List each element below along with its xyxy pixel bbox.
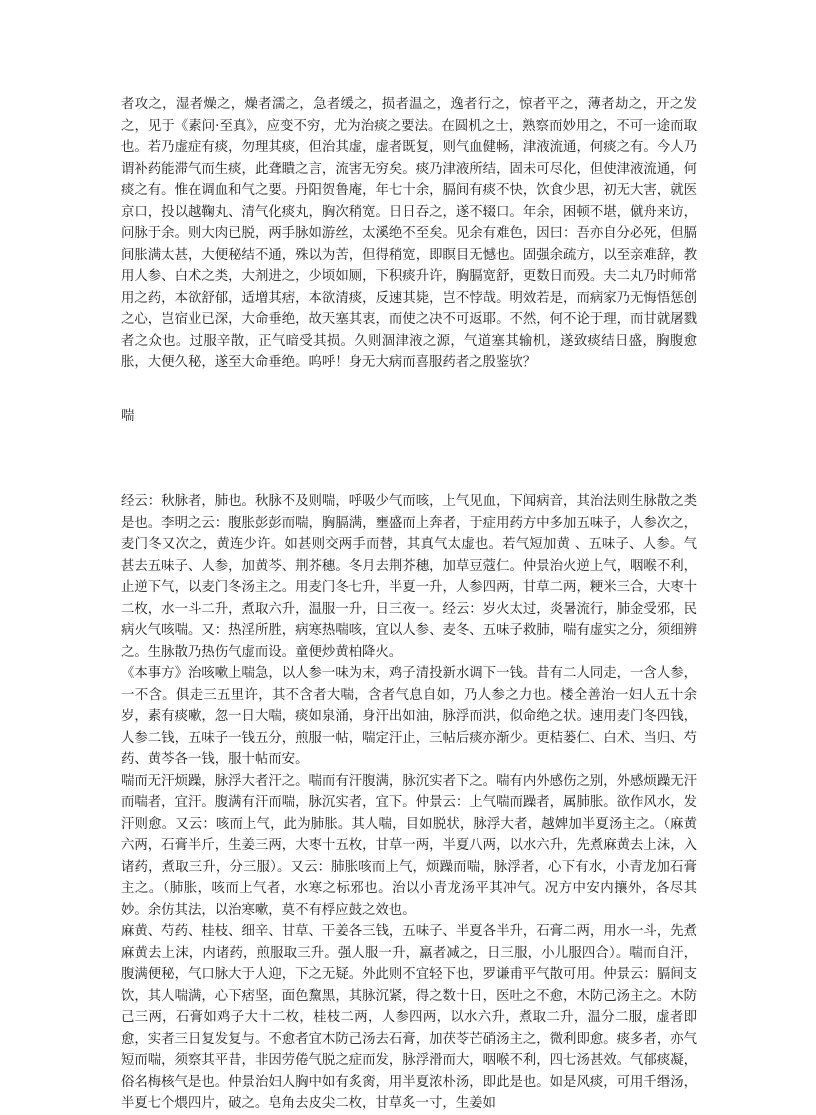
paragraph-phlegm-treatment: 者攻之，湿者燥之，燥者濡之，急者缓之，损者温之，逸者行之，惊者平之，薄者劫之，开之发之，见于《素问·至真》，应变不穷，尤为治痰之要法。在圆机之士，熟察而妙用之，不可一途而取也。若乃虚症有痰，勿理其痰，但治其虚，虚者既复，则气血健畅，津液流通，何痰之有。今人乃谓补药能滞气而生痰，此聋瞶之言，流害无穷矣。痰乃津液所结，固未可尽化，但使津液流通，何痰之有。惟在调血和气之要。丹阳贺鲁庵，年七十余，膈间有痰不快，饮食少思，初无大害，就医京口，投以越鞠丸、清气化痰丸，胸次稍宽。日日吞之，遂不辍口。年余，困顿不堪，僦舟来访，问脉于余。则大肉已脱，两手脉如游丝，太溪绝不至矣。见余有难色，因曰：吾亦自分必死，但膈间胀满太甚，大便秘结不通，殊以为苦，但得稍宽，即瞑目无憾也。固强余疏方，以至亲难辞，教用人参、白术之类，大剂进之，少顷如厕，下积痰升许，胸膈宽舒，更数日而殁。夫二丸乃时师常用之药，本欲舒郁，适增其痞，本欲清痰，反速其毙，岂不悖哉。明效若是，而病家乃无悔悟惩创之心，岂宿业已深，大命垂绝，故天塞其衷，而使之决不可返耶。不然，何不论于理，而甘就屠戮者之众也。过服辛散，正气暗受其损。久则涸津液之源，气道塞其输机，遂致痰结日盛，胸腹愈胀，大便久秘，遂至大命垂绝。呜呼！身无大病而喜服药者之殷鉴欤？ — [121, 97, 697, 370]
document-page — [121, 94, 697, 1115]
section-heading-wheezing: 喘 — [121, 408, 135, 424]
paragraph-mahuang-recipe: 麻黄、芍药、桂枝、细辛、甘草、干姜各三钱，五味子、半夏各半升，石膏二两，用水一斗，先煮麻黄去上沫，内诸药，煎服取三升。强人服一升，羸者减之，日三服，小儿服四合）。喘而自汗，腹满便秘，气口脉大于人迎，下之无疑。外此则不宜轻下也，罗谦甫平气散可用。仲景云：膈间支饮，其人喘满，心下痞坚，面色黧黑，其脉沉紧，得之数十日，医吐之不愈，木防己汤主之。木防己三两，石膏如鸡子大十二枚，桂枝二两，人参四两，以水六升，煮取二升，温分二服，虚者即愈，实者三日复发复与。不愈者宜木防己汤去石膏，加茯苓芒硝汤主之，微利即愈。痰多者，亦气短而喘，须察其平昔，非因劳倦气脱之症而发，脉浮滑而大，咽喉不利，四七汤甚效。气郁痰凝，俗名梅核气是也。仲景治妇人胸中如有炙脔，用半夏浓朴汤，即此是也。如是风痰，可用千缗汤，半夏七个煨四片，破之。皂角去皮尖二枚，甘草炙一寸，生姜如 — [121, 924, 697, 1111]
paragraph-benshifang: 《本事方》治咳嗽上喘急，以人参一味为末，鸡子清投新水调下一钱。昔有二人同走，一含人参，一不含。俱走三五里许，其不含者大喘，含者气息自如，乃人参之力也。楼全善治一妇人五十余岁，素有痰嗽，忽一日大喘，痰如泉涌，身汗出如油，脉浮而洪，似命绝之状。速用麦门冬四钱，人参二钱，五味子一钱五分，煎服一帖，喘定汗止，三帖后痰亦渐少。更桔蒌仁、白术、当归、芍药、黄芩各一钱，服十帖而安。 — [121, 666, 697, 767]
section-gap — [121, 427, 697, 491]
paragraph-jingyun: 经云：秋脉者，肺也。秋脉不及则喘，呼吸少气而咳，上气见血，下闻病音，其治法则生脉散之类是也。李明之云：腹胀彭彭而喘，胸膈满，壅盛而上奔者，于症用药方中多加五味子，人参次之，麦门冬又次之，黄连少许。如甚则交两手而替，其真气太虚也。若气短加黄 、五味子、人参。气甚去五味子、人参，加黄芩、荆芥穗。冬月去荆芥穗，加草豆蔻仁。仲景治火逆上气，咽喉不利，止逆下气，以麦门冬汤主之。用麦门冬七升，半夏一升，人参四两，甘草二两，粳米三合，大枣十二枚，水一斗二升，煮取六升，温服一升，日三夜一。经云：岁火太过，炎暑流行，肺金受邪，民病火气咳喘。又：热淫所胜，病寒热喘咳，宜以人参、麦冬、五味子救肺，喘有虚实之分，须细辨之。生脉散乃热伤气虚而设。童便炒黄柏降火。 — [121, 494, 697, 660]
paragraph-sweat-rule: 喘而无汗烦躁，脉浮大者汗之。喘而有汗腹满，脉沉实者下之。喘有内外感伤之别，外感烦躁无汗而喘者，宜汗。腹满有汗而喘，脉沉实者，宜下。仲景云：上气喘而躁者，属肺胀。欲作风水，发汗则愈。又云：咳而上气，此为肺胀。其人喘，目如脱状，脉浮大者，越婢加半夏汤主之。（麻黄六两，石膏半斤，生姜三两，大枣十五枚，甘草一两，半夏八两，以水六升，先煮麻黄去上沫，入诸药，煮取三升，分三服）。又云：肺胀咳而上气，烦躁而喘，脉浮者，心下有水，小青龙加石膏主之。（肺胀，咳而上气者，水寒之标邪也。治以小青龙汤平其冲气。况方中安内攘外，各尽其妙。余仿其法，以治寒嗽，莫不有桴应鼓之效也。 — [121, 773, 697, 918]
